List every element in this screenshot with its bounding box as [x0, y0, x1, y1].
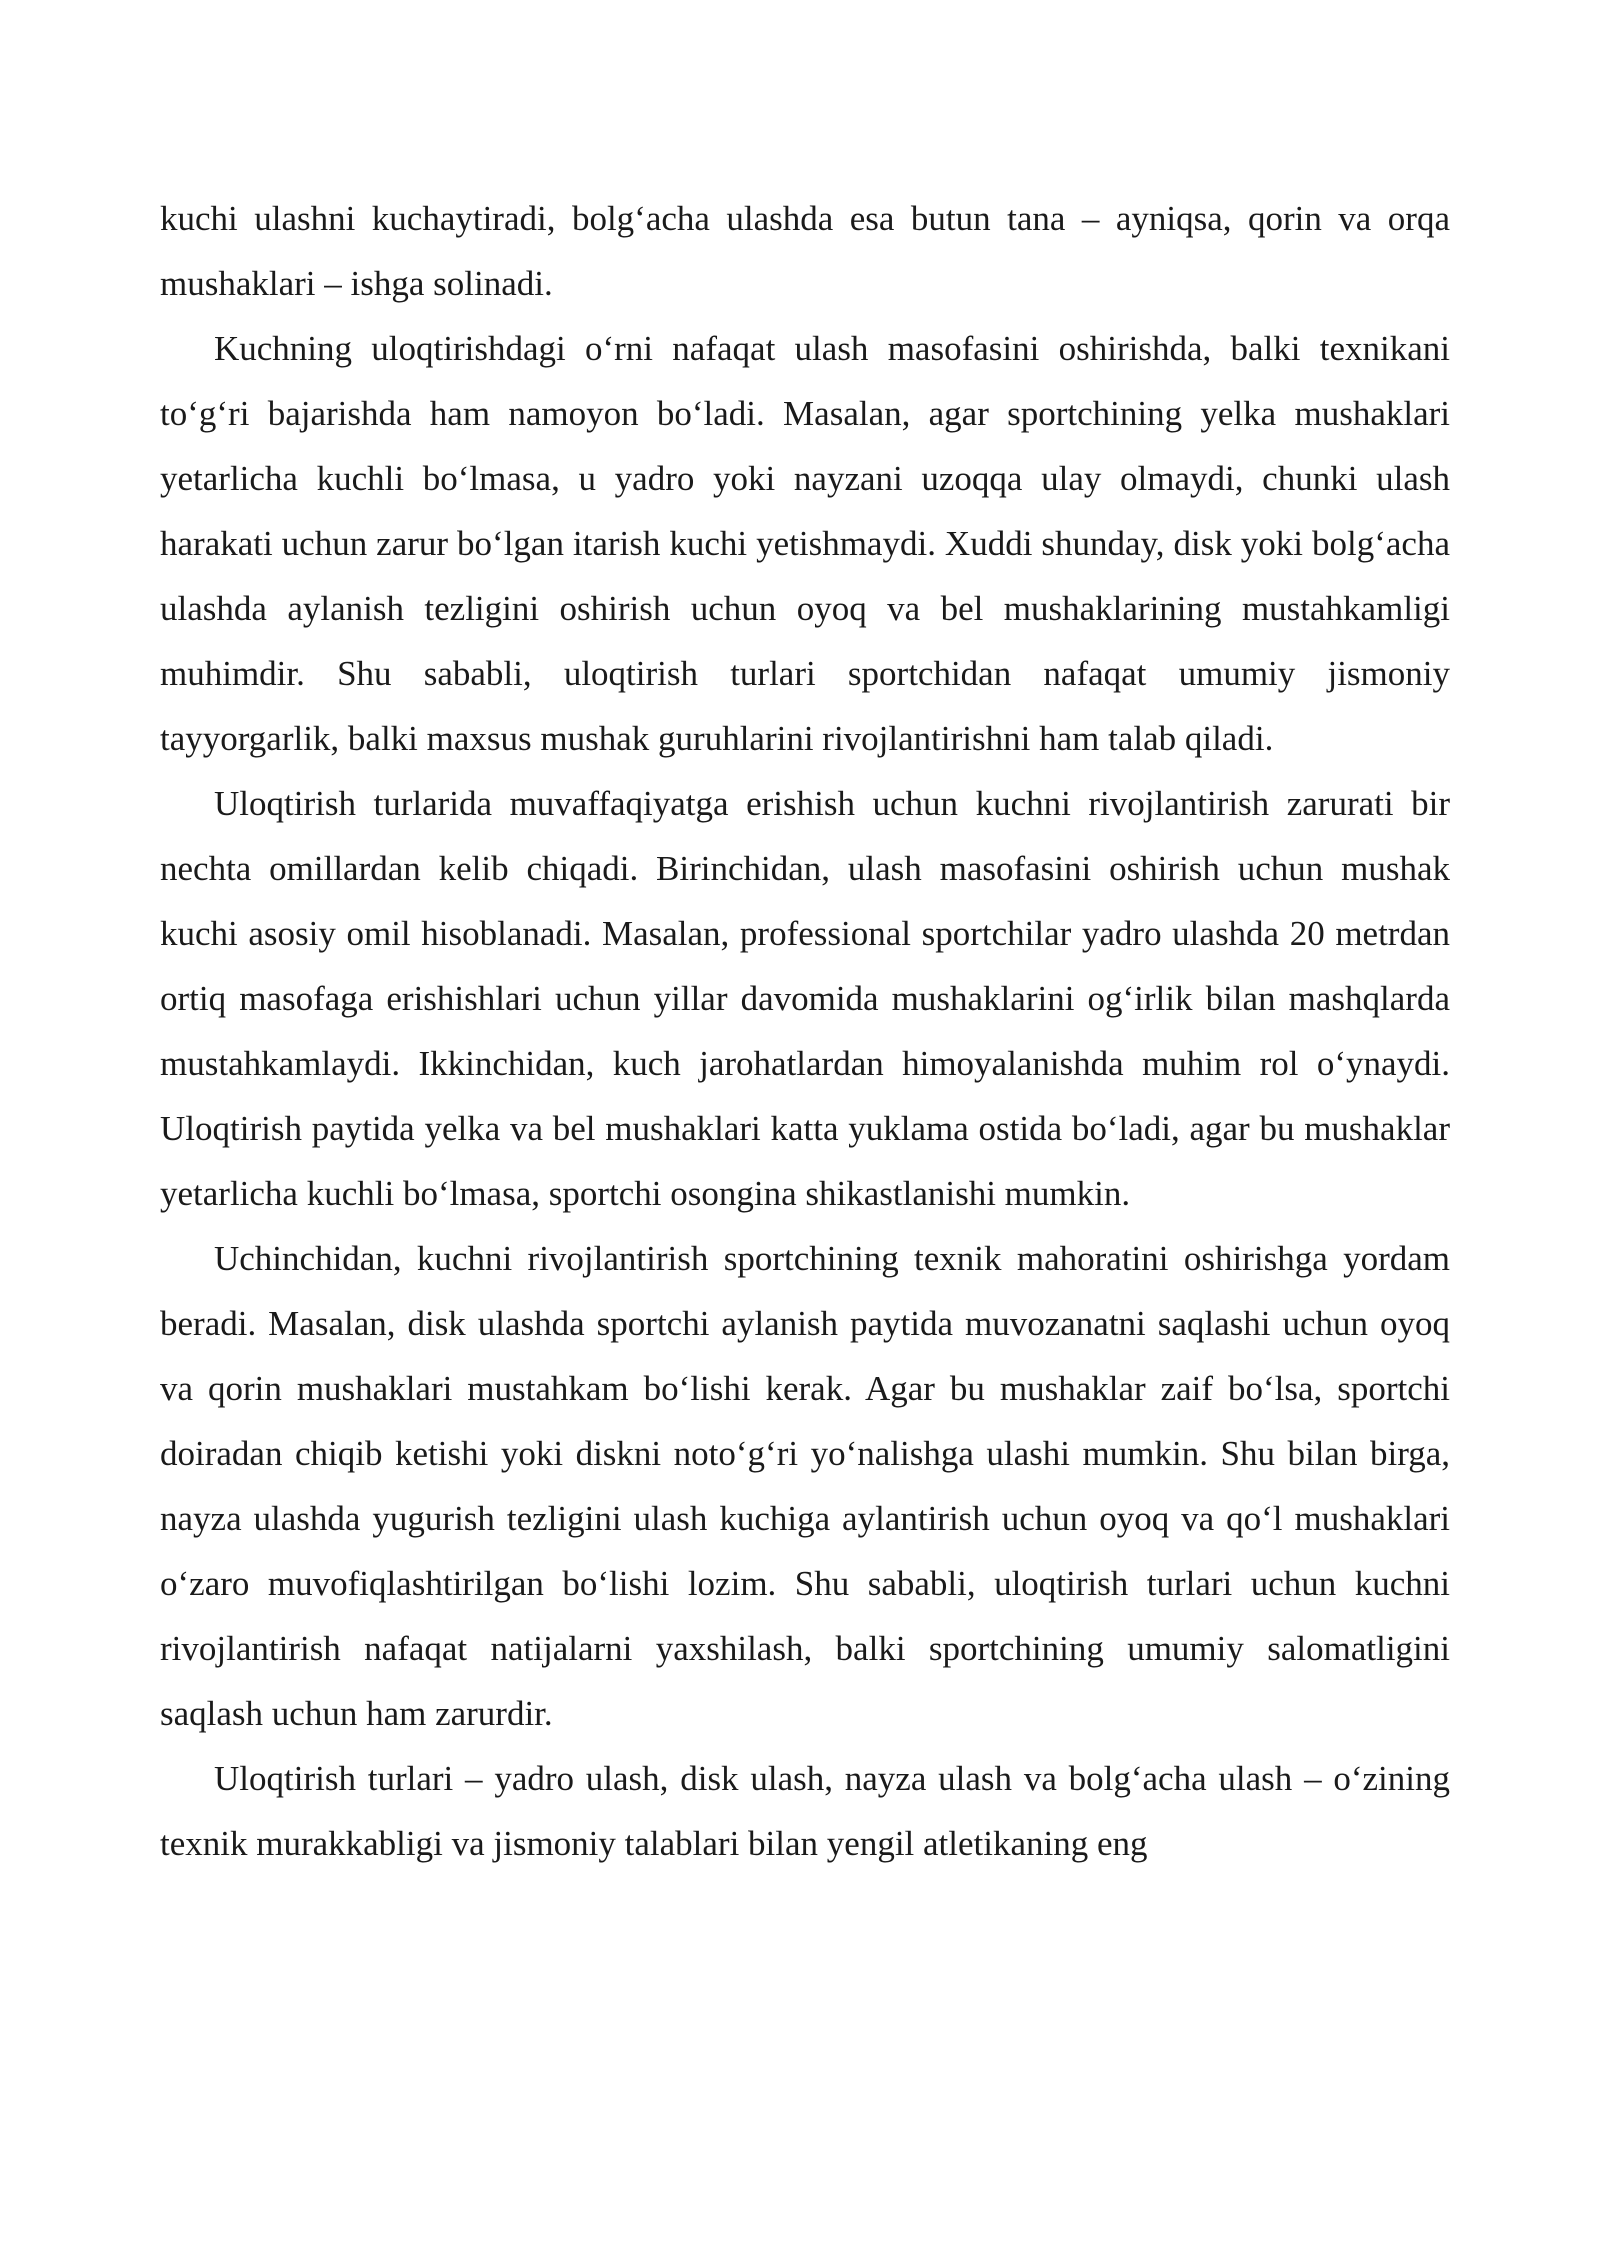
paragraph-continuation: kuchi ulashni kuchaytiradi, bolg‘acha ulashda esa butun tana – ayniqsa, qorin va orqa mushaklari – ishga solinadi.: [160, 199, 1450, 303]
paragraph-strength-necessity: Uloqtirish turlarida muvaffaqiyatga erishish uchun kuchni rivojlantirish zarurati bir nechta omillardan kelib chiqadi. Birinchidan, ulash masofasini oshirish uchun mushak kuchi asosiy omil hisoblanadi. Masalan, professional sportchilar yadro ulashda 20 metrdan ortiq masofaga erishishlari uchun yillar davomida mushaklarini og‘irlik bilan mashqlarda mustahkamlaydi. Ikkinchidan, kuch jarohatlardan himoyalanishda muhim rol o‘ynaydi. Uloqtirish paytida yelka va bel mushaklari katta yuklama ostida bo‘ladi, agar bu mushaklar yetarlicha kuchli bo‘lmasa, sportchi osongina shikastlanishi mumkin.: [160, 784, 1450, 1213]
paragraph-strength-role: Kuchning uloqtirishdagi o‘rni nafaqat ulash masofasini oshirishda, balki texnikani to‘g‘ri bajarishda ham namoyon bo‘ladi. Masalan, agar sportchining yelka mushaklari yetarlicha kuchli bo‘lmasa, u yadro yoki nayzani uzoqqa ulay olmaydi, chunki ulash harakati uchun zarur bo‘lgan itarish kuchi yetishmaydi. Xuddi shunday, disk yoki bolg‘acha ulashda aylanish tezligini oshirish uchun oyoq va bel mushaklarining mustahkamligi muhimdir. Shu sababli, uloqtirish turlari sportchidan nafaqat umumiy jismoniy tayyorgarlik, balki maxsus mushak guruhlarini rivojlantirishni ham talab qiladi.: [160, 329, 1450, 758]
paragraph-technical-skill: Uchinchidan, kuchni rivojlantirish sportchining texnik mahoratini oshirishga yordam beradi. Masalan, disk ulashda sportchi aylanish paytida muvozanatni saqlashi uchun oyoq va qorin mushaklari mustahkam bo‘lishi kerak. Agar bu mushaklar zaif bo‘lsa, sportchi doiradan chiqib ketishi yoki diskni noto‘g‘ri yo‘nalishga ulashi mumkin. Shu bilan birga, nayza ulashda yugurish tezligini ulash kuchiga aylantirish uchun oyoq va qo‘l mushaklari o‘zaro muvofiqlashtirilgan bo‘lishi lozim. Shu sababli, uloqtirish turlari uchun kuchni rivojlantirish nafaqat natijalarni yaxshilash, balki sportchining umumiy salomatligini saqlash uchun ham zarurdir.: [160, 1239, 1450, 1733]
body-text: [160, 186, 1450, 1876]
paragraph-throwing-types: Uloqtirish turlari – yadro ulash, disk ulash, nayza ulash va bolg‘acha ulash – o‘zining texnik murakkabligi va jismoniy talablari bilan yengil atletikaning eng: [160, 1759, 1450, 1863]
